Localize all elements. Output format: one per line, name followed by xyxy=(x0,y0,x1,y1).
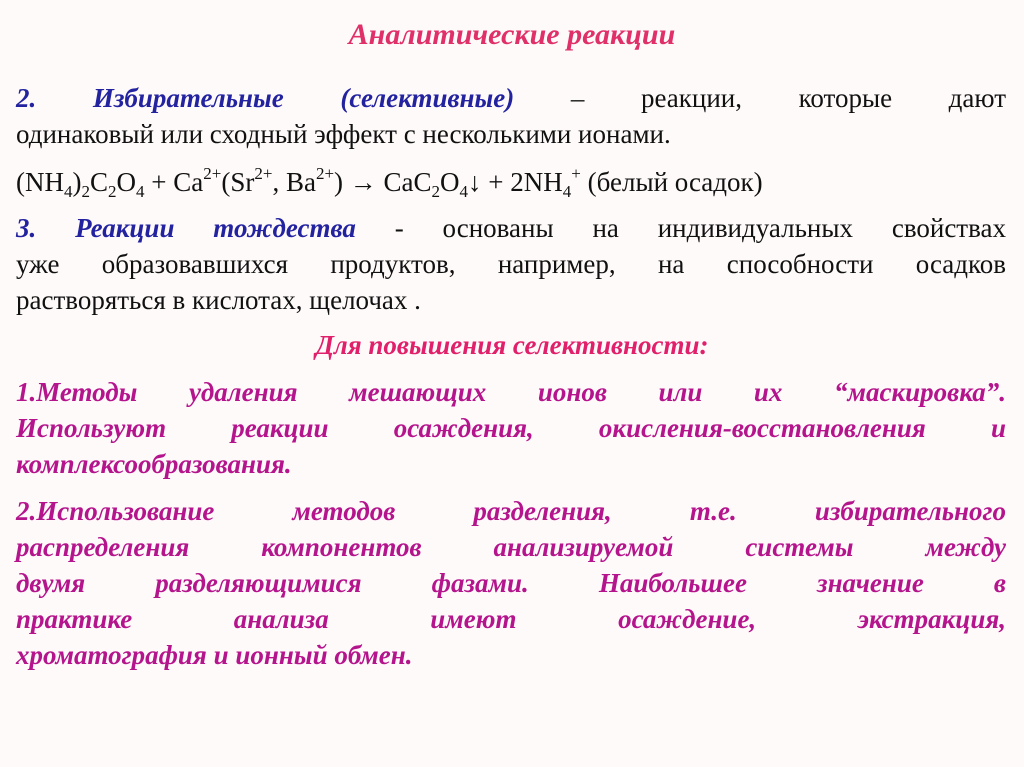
method-2-line-5: хроматография и ионный обмен. xyxy=(16,640,413,670)
paragraph-identity-term: 3. Реакции тождества xyxy=(16,213,356,243)
paragraph-identity-line-1-rest: - основаны на индивидуальных свойствах xyxy=(355,213,1006,243)
eq-sup: 2+ xyxy=(203,164,222,183)
eq-text: C xyxy=(90,167,109,197)
eq-text: , Ba xyxy=(272,167,316,197)
eq-sup: 2+ xyxy=(315,164,335,183)
eq-sub: 2 xyxy=(108,182,117,201)
paragraph-selective-number: 2. xyxy=(16,83,37,113)
method-2-line-3: двумя разделяющимися фазами. Наибольшее значение в xyxy=(16,568,1006,598)
paragraph-selective-line-2: одинаковый или сходный эффект с несколькими ионами. xyxy=(16,119,671,149)
method-1-line-1: 1.Методы удаления мешающих ионов или их “маскировка”. xyxy=(16,377,1006,407)
method-2-line-2: распределения компонентов анализируемой системы между xyxy=(16,532,1006,562)
method-2-line-4: практике анализа имеют осаждение, экстракция, xyxy=(16,604,1006,634)
eq-text: ) → CaC xyxy=(334,167,432,197)
method-2 xyxy=(16,493,1006,673)
eq-text: (NH xyxy=(16,167,64,197)
eq-sub: 2 xyxy=(81,182,90,201)
paragraph-selective-line-1 xyxy=(16,80,1006,116)
eq-text: ) xyxy=(72,167,82,197)
eq-sup: 2+ xyxy=(254,164,273,183)
eq-sub: 4 xyxy=(64,182,73,201)
eq-sub: 2 xyxy=(431,182,441,201)
method-1 xyxy=(16,374,1006,482)
eq-text: (белый осадок) xyxy=(580,167,763,197)
paragraph-identity-line-2: уже образовавшихся продуктов, например, на способности осадков xyxy=(16,249,1006,279)
slide-title: Аналитические реакции xyxy=(348,18,676,51)
eq-text: + Ca xyxy=(144,167,204,197)
eq-sub: 4 xyxy=(459,182,469,201)
eq-text: O xyxy=(116,167,137,197)
eq-sup: + xyxy=(571,164,581,183)
paragraph-selective xyxy=(16,80,1006,152)
chemical-equation xyxy=(16,164,1006,200)
eq-sub: 4 xyxy=(136,182,145,201)
paragraph-identity-line-1 xyxy=(16,210,1006,246)
method-2-line-1: 2.Использование методов разделения, т.е. избирательного xyxy=(16,496,1006,526)
paragraph-selective-line-1-rest: – реакции, которые дают xyxy=(514,83,1007,113)
selectivity-subheading: Для повышения селективности: xyxy=(315,330,709,360)
paragraph-identity-line-3: растворяться в кислотах, щелочах . xyxy=(16,285,421,315)
eq-text: O xyxy=(440,167,460,197)
eq-text: (Sr xyxy=(221,167,255,197)
paragraph-identity xyxy=(16,210,1006,318)
eq-sub: 4 xyxy=(562,182,572,201)
method-1-line-2: Используют реакции осаждения, окисления-восстановления и xyxy=(16,413,1006,443)
method-1-line-3: комплексообразования. xyxy=(16,449,292,479)
eq-text: ↓ + 2NH xyxy=(468,167,563,197)
paragraph-selective-term: Избирательные (селективные) xyxy=(92,83,515,113)
